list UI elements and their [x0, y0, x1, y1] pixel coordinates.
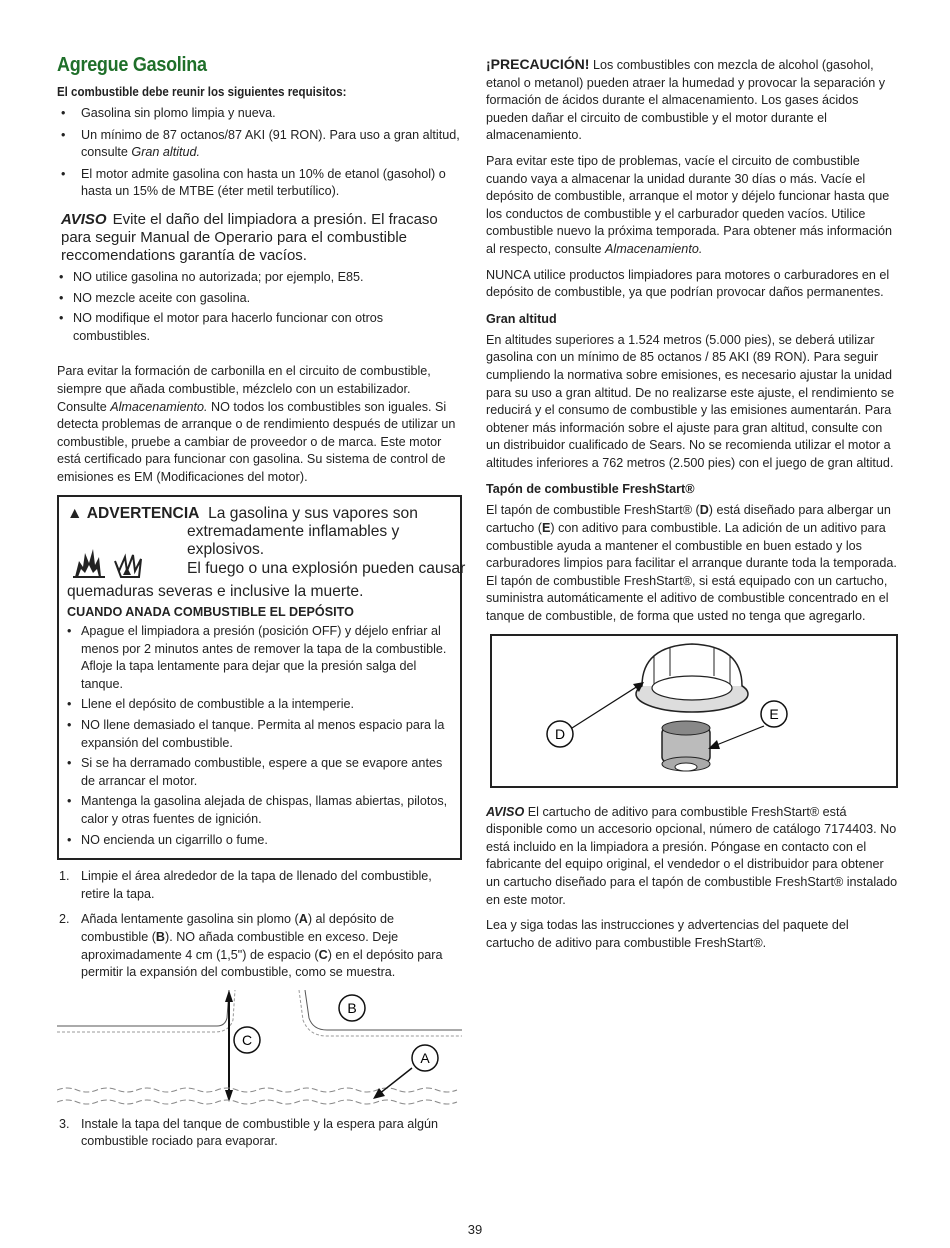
list-item: • Si se ha derramado combustible, espere a que se evapore antes de arrancar el motor. — [65, 755, 454, 790]
warning-triangle-icon: ▲ — [67, 504, 83, 522]
precaucion-label: ¡PRECAUCIÓN! — [486, 56, 590, 72]
tapon-text: El tapón de combustible FreshStart® (D) está diseñado para albergar un cartucho (E) con aditivo para combustible. La adición de un aditivo para combustible ayuda a mantener el combustible en buen estado y los carburadores limpios para facilitar el arranque durante toda la temporada. El tapón de combustible FreshStart®, si está equipado con un cartucho, suministra automáticamente el aditivo de combustible concentrado en el tanque de combustible, de forma que usted no tenga que agregarlo. — [486, 503, 897, 624]
label-c: C — [241, 1031, 253, 1048]
precaucion-paragraph: ¡PRECAUCIÓN! Los combustibles con mezcla de alcohol (gasohol, etanol o metanol) pueden atraer la humedad y provocar la separación y formación de ácidos durante el almacenamiento. Los gases ácidos pueden dañar el circuito de combustible y el motor durante el almacenamiento. — [486, 56, 886, 143]
list-item: • Mantenga la gasolina alejada de chispas, llamas abiertas, pilotos, calor y otras fuentes de ignición. — [65, 793, 454, 828]
aviso2-label: AVISO — [486, 804, 525, 819]
requirements-heading: El combustible debe reunir los siguientes requisitos: — [57, 85, 347, 99]
gran-altitud-link: Gran altitud. — [131, 145, 201, 160]
step-item: 1. Limpie el área alrededor de la tapa de llenado del combustible, retire la tapa. — [59, 869, 432, 901]
nunca-paragraph: NUNCA utilice productos limpiadores para motores o carburadores en el depósito de combustible, ya que podrían provocar daños permanentes. — [486, 267, 890, 300]
instructions-paragraph: Lea y siga todas las instrucciones y advertencias del paquete del cartucho de aditivo para combustible FreshStart®. — [486, 918, 849, 950]
list-item: • NO encienda un cigarrillo o fume. — [65, 832, 454, 850]
fill-steps — [57, 868, 462, 982]
section-title: Agregue Gasolina — [57, 54, 207, 76]
fuel-tank-diagram — [57, 990, 462, 1110]
label-b: B — [347, 999, 357, 1016]
label-a: A — [420, 1049, 430, 1066]
almacenamiento-link: Almacenamiento. — [110, 399, 208, 414]
list-item: • NO utilice gasolina no autorizada; por ejemplo, E85. — [57, 269, 462, 287]
almacenamiento-link-2: Almacenamiento. — [605, 241, 703, 256]
page-number: 39 — [467, 1222, 483, 1237]
warning-header: ▲ ADVERTENCIA La gasolina y sus vapores son extremadamente inflamables y explosivos. El fuego o una explosión pueden causar — [65, 505, 454, 583]
list-item: • El motor admite gasolina con hasta un 10% de etanol (gasohol) o hasta un 15% de MTBE (éter metil terbutílico). — [57, 166, 462, 201]
gran-altitud-heading: Gran altitud — [486, 311, 557, 326]
warning-subheading: CUANDO ANADA COMBUSTIBLE EL DEPÓSITO — [67, 605, 354, 619]
right-column — [486, 56, 898, 960]
fill-steps-cont — [57, 1116, 462, 1151]
list-item: • Apague el limpiadora a presión (posición OFF) y déjelo enfriar al menos por 2 minutos antes de remover la tapa de la combustible. Afloje la tapa lentamente para dejar que la presión salga del tanque. — [65, 623, 454, 693]
list-item: • NO modifique el motor para hacerlo funcionar con otros combustibles. — [57, 310, 462, 345]
tapon-heading: Tapón de combustible FreshStart® — [486, 482, 695, 497]
list-item: • Llene el depósito de combustible a la intemperie. — [65, 696, 454, 714]
step-item: 3. Instale la tapa del tanque de combustible y la espera para algún combustible rociado para evaporar. — [59, 1116, 439, 1149]
list-item: • Un mínimo de 87 octanos/87 AKI (91 RON). Para uso a gran altitud, consulte Gran altitud. — [57, 127, 462, 162]
left-column — [57, 54, 466, 1159]
aviso-label: AVISO — [61, 210, 107, 228]
list-item: • NO llene demasiado el tanque. Permita al menos espacio para la expansión del combustible. — [65, 717, 454, 752]
fuel-fill-figure — [57, 990, 462, 1110]
fire-explosion-icon — [65, 531, 165, 581]
gran-altitud-text: En altitudes superiores a 1.524 metros (5.000 pies), se deberá utilizar gasolina con un mínimo de 85 octanos / 85 AKI (89 RON). Para seguir cumpliendo la normativa sobre emisiones, es necesario ajustar la unidad para su uso a gran altitud. De no realizarse este ajuste, el rendimiento se reducirá y el consumo de combustible y las emisiones aumentarán. Para obtener más información sobre el ajuste para gran altitud, consulte con un distribuidor cualificado de Sears. No se recomienda utilizar el motor a altitudes inferiores a 762 metros (2.500 pies) con el juego de gran altitud. — [486, 332, 895, 470]
label-d: D — [554, 725, 566, 742]
requirements-list — [57, 105, 462, 201]
label-e: E — [769, 705, 779, 722]
fuel-cap-diagram — [492, 636, 896, 786]
list-item: • NO mezcle aceite con gasolina. — [57, 290, 462, 308]
freshstart-figure — [490, 634, 898, 788]
list-item: • Gasolina sin plomo limpia y nueva. — [57, 105, 462, 123]
aviso2-paragraph: AVISO El cartucho de aditivo para combustible FreshStart® está disponible como un accesorio opcional, número de catálogo 7174403. No está incluido en la limpiadora a presión. Póngase en contacto con el fabricante del equipo original, el vendedor o el distribuidor para obtener un cartucho diseñado para el tapón de combustible FreshStart® instalado en este motor. — [486, 804, 898, 907]
step-item: 2. Añada lentamente gasolina sin plomo (A) al depósito de combustible (B). NO añada combustible en exceso. Deje aproximadamente 4 cm (1,5") de espacio (C) en el depósito para permitir la expansión del combustible, como se muestra. — [59, 912, 443, 980]
aviso-text: Evite el daño del limpiadora a presión. El fracaso para seguir Manual de Operario para el combustible reccomendations garantía de vacíos. — [61, 210, 438, 264]
warning-label: ADVERTENCIA — [86, 504, 200, 522]
warning-list — [65, 623, 454, 849]
stabilizer-paragraph: Para evitar la formación de carbonilla en el circuito de combustible, siempre que añada combustible, mézclelo con un estabilizador. Consulte Almacenamiento. NO todos los combustibles son iguales. Si detecta problemas de arranque o de rendimiento después de utilizar un combustible, pruebe a cambiar de proveedor o de marca. Este motor está certificado para funcionar con gasolina. Su sistema de control de emisiones es EM (Modificaciones del motor). — [57, 364, 456, 484]
aviso-notice — [61, 211, 462, 265]
warning-box: ▲ ADVERTENCIA La gasolina y sus vapores son extremadamente inflamables y explosivos. El fuego o una explosión pueden causar quemaduras severas e inclusive la muerte. CUANDO ANADA COMBUSTIBLE EL DEPÓSITO • Apague el limpiadora a presión (posición OFF) y déjelo enfriar al menos por 2 minutos antes de remover la tapa de la combustible. Afloje la tapa lentamente para dejar que la presión salga del tanque. • Llene el depósito de combustible a la intemperie. • NO llene demasiado el tanque. Permita al menos espacio para la expansión del combustible. • Si se ha derramado combustible, espere a que se evapore antes de arrancar el motor. • Mantenga la gasolina alejada de chispas, llamas abiertas, pilotos, calor y otras fuentes de ignición. • NO encienda un cigarrillo o fume. — [57, 495, 462, 861]
storage-paragraph: Para evitar este tipo de problemas, vacíe el circuito de combustible cuando vaya a almacenar la unidad durante 30 días o más. Vacíe el depósito de combustible, arranque el motor y déjelo funcionar hasta que los conductos de combustible y el carburador queden vacíos. Utilice combustible nuevo la próxima temporada. Para obtener más información al respecto, consulte Almacenamiento. — [486, 153, 893, 256]
aviso-list — [57, 269, 462, 345]
